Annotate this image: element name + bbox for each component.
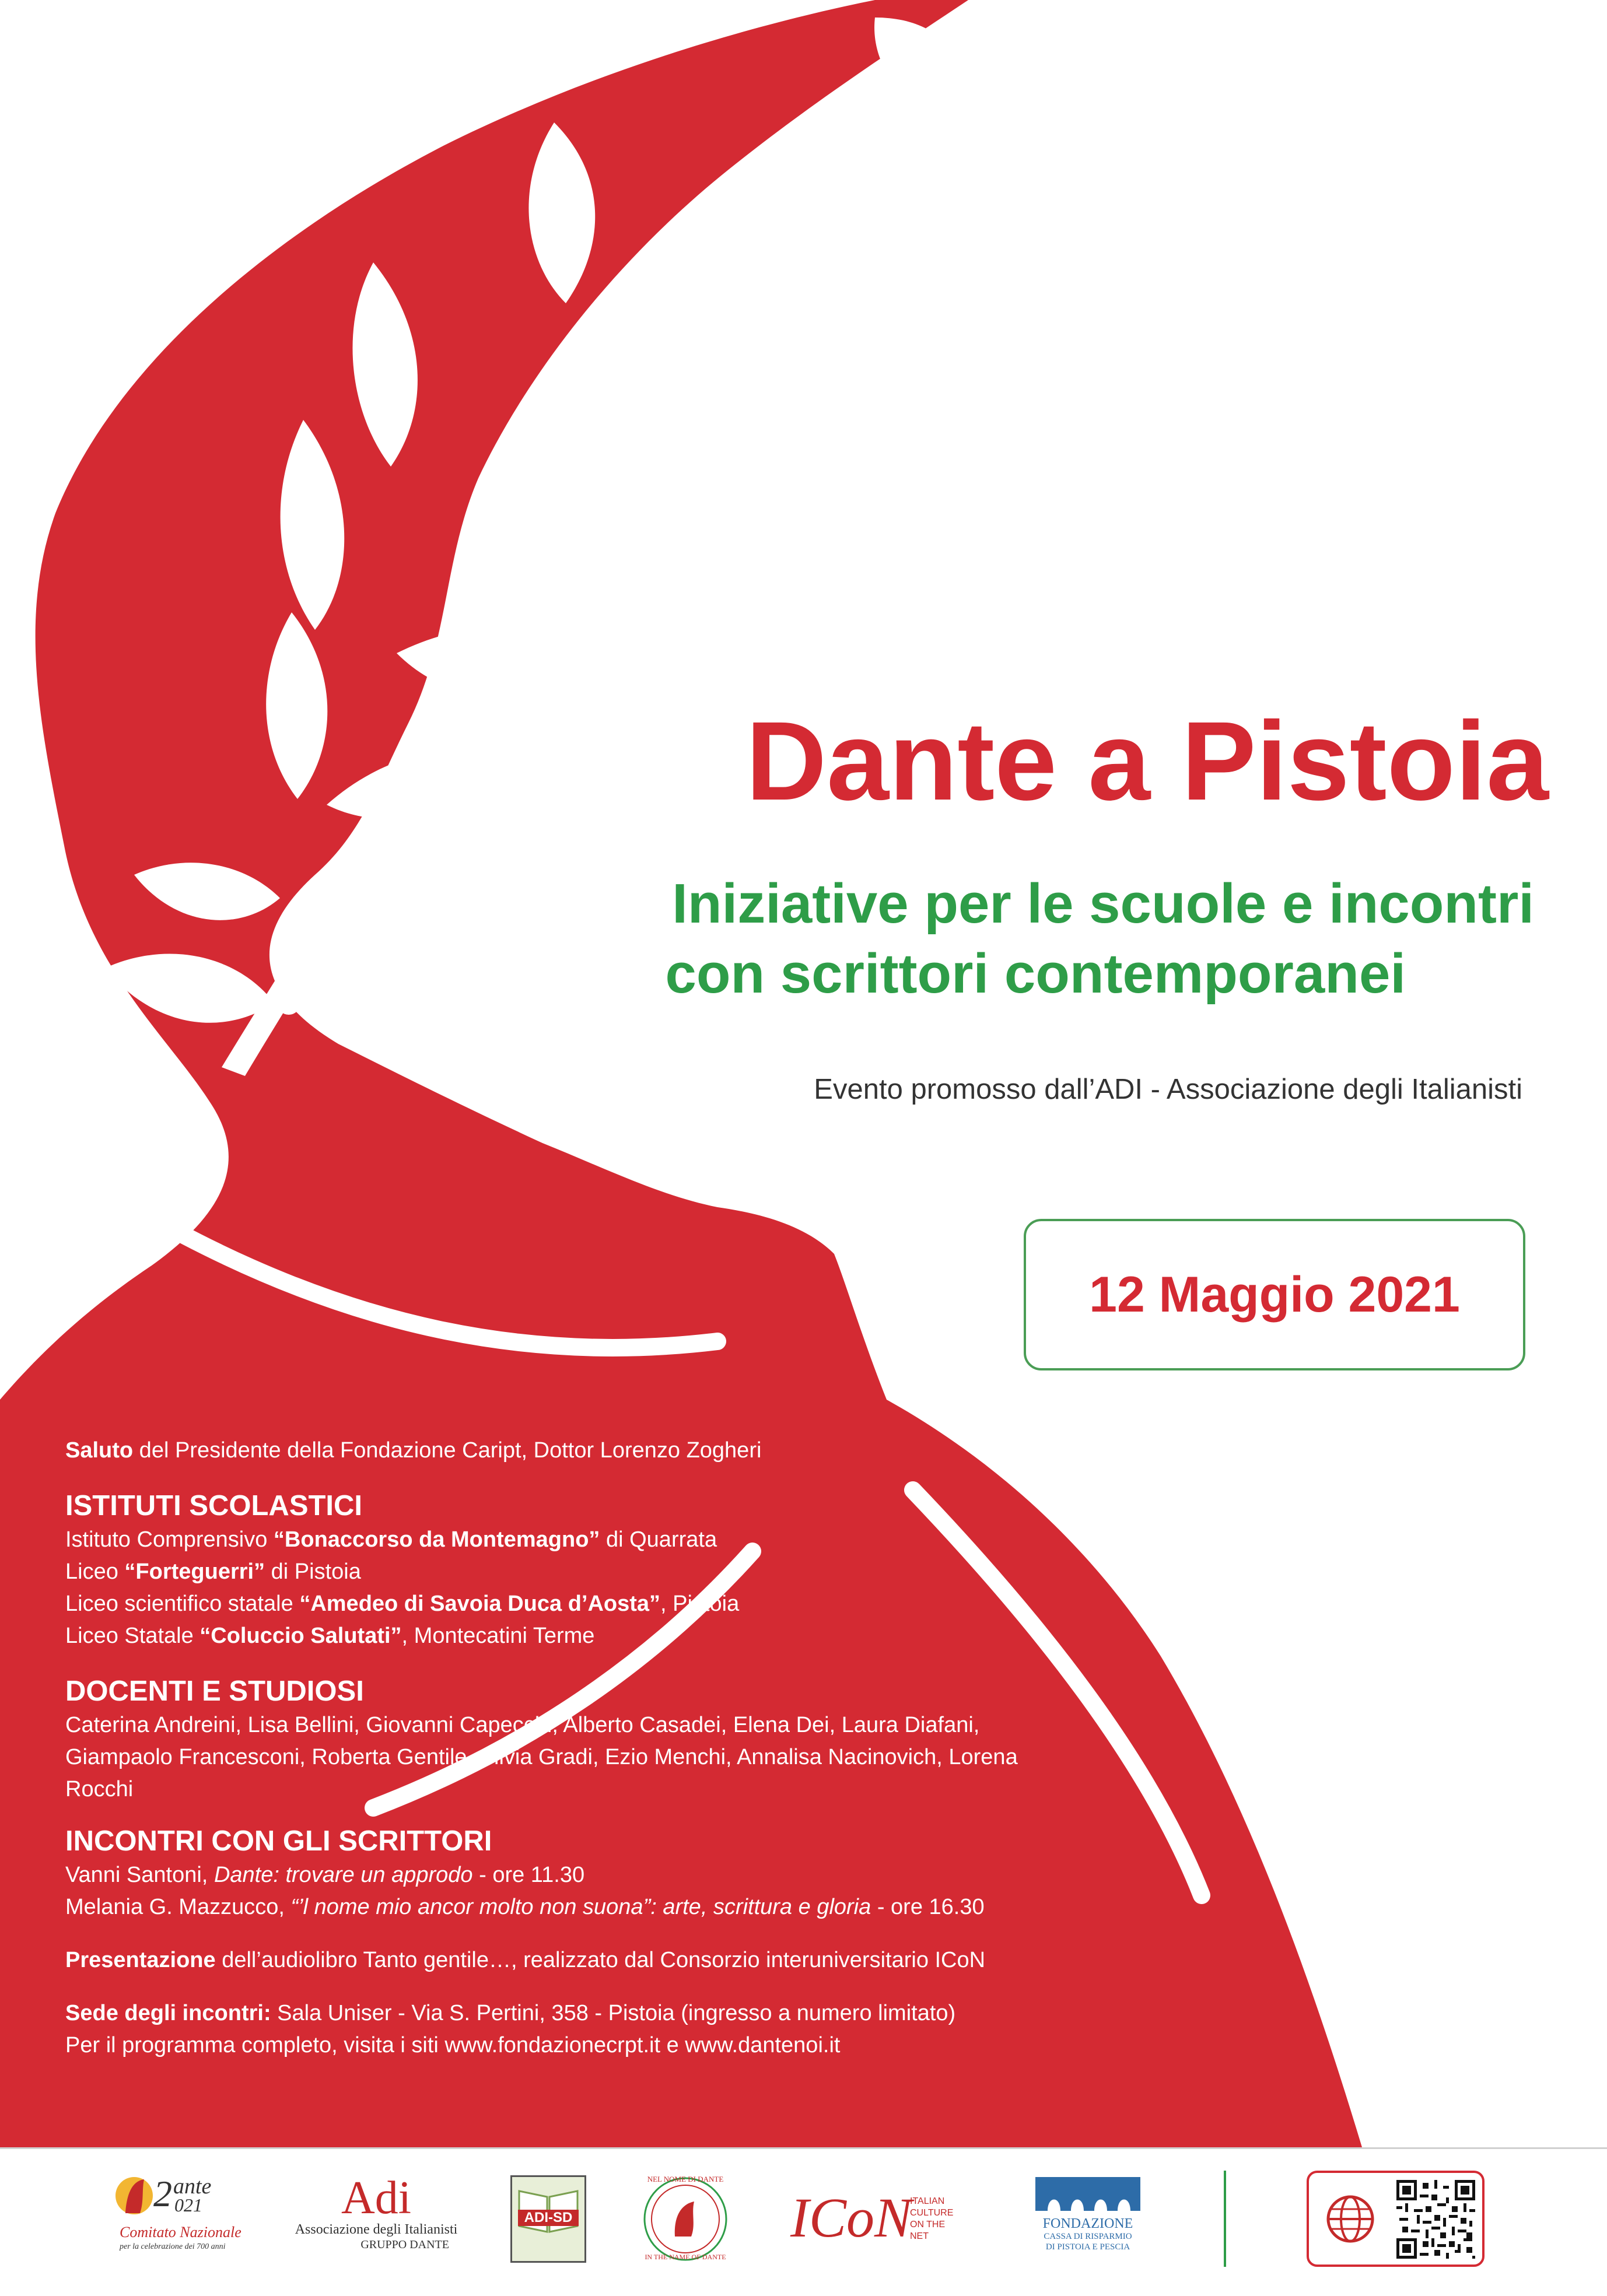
event-date: 12 Maggio 2021 bbox=[1089, 1266, 1460, 1323]
program-content bbox=[65, 1435, 1267, 2062]
greeting-text: del Presidente della Fondazione Caript, Dottor Lorenzo Zogheri bbox=[133, 1438, 762, 1463]
list-item: Liceo Statale “Coluccio Salutati”, Montecatini Terme bbox=[65, 1624, 595, 1648]
logo-adi-sd: ADI-SD bbox=[510, 2175, 586, 2263]
page-title: Dante a Pistoia bbox=[745, 698, 1549, 823]
section-heading-schools: ISTITUTI SCOLASTICI bbox=[65, 1490, 363, 1522]
venue-line: Sede degli incontri: Sala Uniser - Via S. Pertini, 358 - Pistoia (ingresso a numero limitato) bbox=[65, 2001, 956, 2025]
list-item: Melania G. Mazzucco, “’l nome mio ancor molto non suona”: arte, scrittura e gloria - ore 16.30 bbox=[65, 1895, 985, 1919]
scholars-line: Caterina Andreini, Lisa Bellini, Giovanni Capecchi, Alberto Casadei, Elena Dei, Laura Diafani, bbox=[65, 1713, 980, 1737]
qr-code bbox=[1396, 2180, 1475, 2259]
dante-seal-icon bbox=[639, 2172, 732, 2266]
page-subtitle bbox=[513, 869, 1534, 1009]
qr-code-box[interactable] bbox=[1307, 2171, 1485, 2267]
subtitle-line: Iniziative per le scuole e incontri bbox=[672, 872, 1534, 935]
date-box bbox=[1024, 1219, 1525, 1370]
greeting-bold: Saluto bbox=[65, 1438, 134, 1463]
logo-dante-2021: 2 ante 021 Comitato Nazionale per la celebrazione dei 700 anni bbox=[114, 2172, 248, 2266]
logo-nel-nome-di-dante: NEL NOME DI DANTE IN THE NAME OF DANTE bbox=[639, 2172, 732, 2266]
program-link-line: Per il programma completo, visita i siti www.fondazionecrpt.it e www.dantenoi.it bbox=[65, 2033, 841, 2057]
presentation-line: Presentazione dell’audiolibro Tanto gentile…, realizzato dal Consorzio interuniversitario ICoN bbox=[65, 1948, 986, 1972]
footer-divider bbox=[1224, 2171, 1226, 2267]
dante-profile-icon bbox=[114, 2172, 155, 2219]
list-item: Liceo “Forteguerri” di Pistoia bbox=[65, 1559, 361, 1584]
logo-fondazione-cassa-di-risparmio: FONDAZIONE CASSA DI RISPARMIO DI PISTOIA E PESCIA bbox=[1027, 2172, 1149, 2266]
globe-icon bbox=[1324, 2193, 1377, 2245]
bridge-arches-icon bbox=[1032, 2172, 1143, 2213]
greeting-line bbox=[65, 1435, 1267, 1467]
section-heading-scholars: DOCENTI E STUDIOSI bbox=[65, 1675, 364, 1707]
scholars-line: Giampaolo Francesconi, Roberta Gentile, Silvia Gradi, Ezio Menchi, Annalisa Nacinovich, Lorena bbox=[65, 1745, 1018, 1769]
list-item: Istituto Comprensivo “Bonaccorso da Montemagno” di Quarrata bbox=[65, 1527, 717, 1552]
logo-icon: ICoN ITALIAN CULTURE ON THE NET bbox=[790, 2186, 954, 2249]
open-book-icon bbox=[512, 2179, 584, 2238]
list-item: Liceo scientifico statale “Amedeo di Savoia Duca d’Aosta”, Pistoia bbox=[65, 1592, 740, 1616]
section-heading-writers: INCONTRI CON GLI SCRITTORI bbox=[65, 1825, 492, 1857]
subtitle-line: con scrittori contemporanei bbox=[665, 942, 1406, 1005]
promoted-by-text: Evento promosso dall’ADI - Associazione degli Italianisti bbox=[814, 1074, 1522, 1105]
scholars-line: Rocchi bbox=[65, 1777, 134, 1801]
list-item: Vanni Santoni, Dante: trovare un approdo - ore 11.30 bbox=[65, 1863, 585, 1887]
logo-adi: Adi Associazione degli Italianisti GRUPPO DANTE bbox=[295, 2172, 458, 2251]
